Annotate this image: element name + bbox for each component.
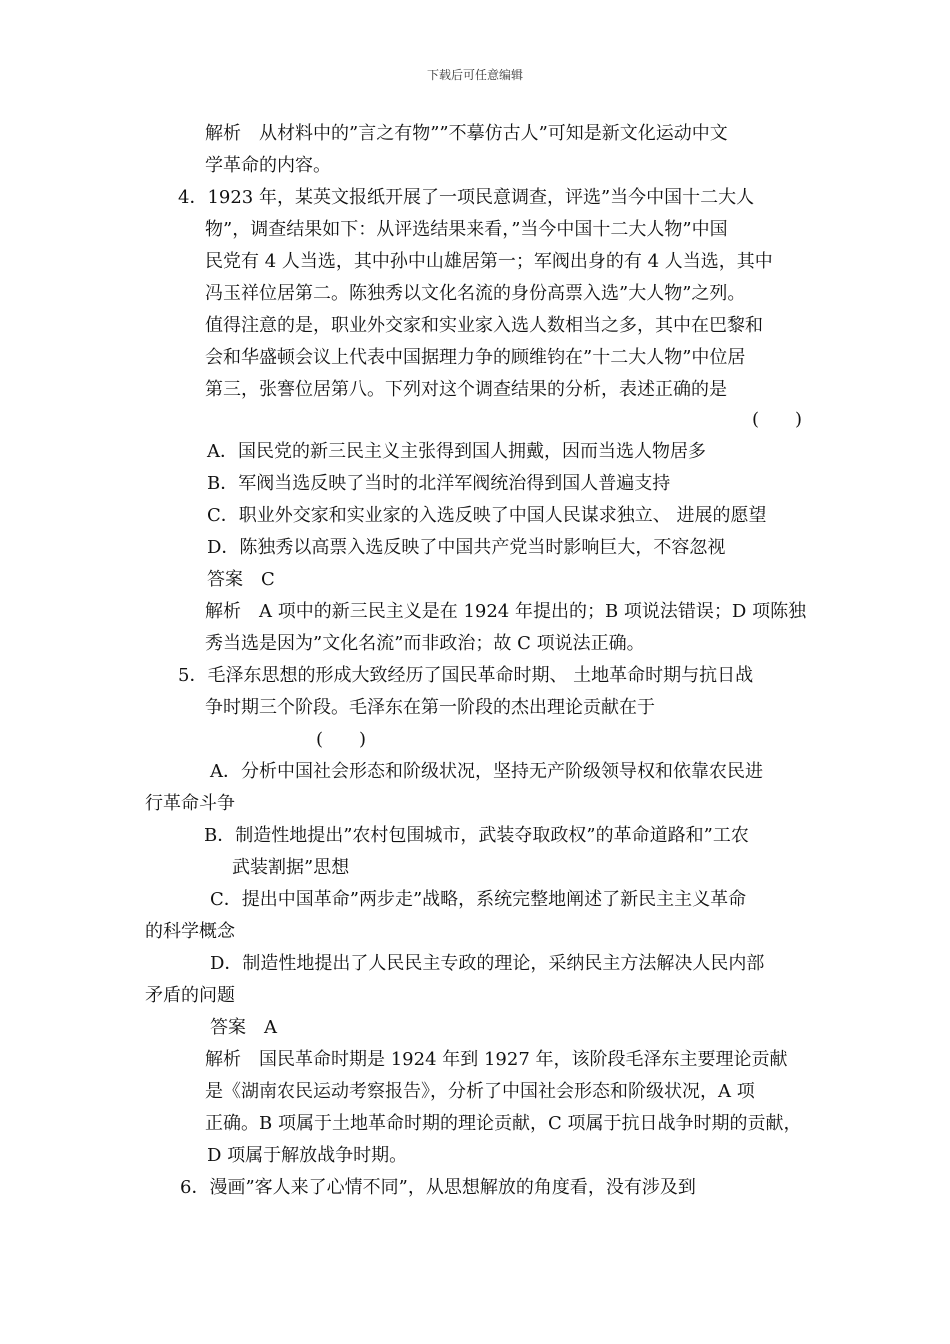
question-6-stem: 6．漫画”客人来了心情不同”，从思想解放的角度看，没有涉及到 [180, 1177, 696, 1198]
analysis-line: 是《湖南农民运动考察报告》，分析了中国社会形态和阶级状况，A 项 [205, 1081, 755, 1102]
question-4-stem: 值得注意的是，职业外交家和实业家入选人数相当之多，其中在巴黎和 [205, 315, 763, 336]
option-c: C．职业外交家和实业家的入选反映了中国人民谋求独立、 进展的愿望 [207, 505, 767, 526]
option-b-continued: 武装割据”思想 [232, 857, 350, 878]
question-4-stem: 第三，张謇位居第八。下列对这个调查结果的分析，表述正确的是 [205, 379, 727, 400]
option-c-continued: 的科学概念 [145, 921, 235, 942]
answer-blank: ( ) [316, 729, 367, 750]
question-4-stem: 冯玉祥位居第二。陈独秀以文化名流的身份高票入选”大人物”之列。 [205, 283, 746, 304]
option-d: D．制造性地提出了人民民主专政的理论，采纳民主方法解决人民内部 [210, 953, 765, 974]
option-b: B．制造性地提出”农村包围城市，武装夺取政权”的革命道路和”工农 [204, 825, 749, 846]
analysis-line: 正确。B 项属于土地革命时期的理论贡献，C 项属于抗日战争时期的贡献， [205, 1113, 802, 1134]
option-c: C．提出中国革命”两步走”战略，系统完整地阐述了新民主主义革命 [210, 889, 747, 910]
option-d: D．陈独秀以高票入选反映了中国共产党当时影响巨大，不容忽视 [207, 537, 726, 558]
answer-label: 答案 C [207, 569, 275, 590]
question-4-stem: 4．1923 年，某英文报纸开展了一项民意调查，评选”当今中国十二大人 [178, 187, 755, 208]
analysis-line: 解析 国民革命时期是 1924 年到 1927 年，该阶段毛泽东主要理论贡献 [205, 1049, 788, 1070]
analysis-line: 学革命的内容。 [205, 155, 331, 176]
question-4-stem: 会和华盛顿会议上代表中国据理力争的顾维钧在”十二大人物”中位居 [205, 347, 746, 368]
analysis-line: 解析 从材料中的”言之有物””不摹仿古人”可知是新文化运动中文 [205, 123, 728, 144]
option-a-continued: 行革命斗争 [145, 793, 235, 814]
question-5-stem: 争时期三个阶段。毛泽东在第一阶段的杰出理论贡献在于 [205, 697, 655, 718]
answer-label: 答案 A [210, 1017, 277, 1038]
option-b: B．军阀当选反映了当时的北洋军阀统治得到国人普遍支持 [207, 473, 671, 494]
question-5-stem: 5．毛泽东思想的形成大致经历了国民革命时期、 土地革命时期与抗日战 [178, 665, 754, 686]
option-a: A．分析中国社会形态和阶级状况，坚持无产阶级领导权和依靠农民进 [210, 761, 763, 782]
analysis-line: D 项属于解放战争时期。 [207, 1145, 408, 1166]
question-4-stem: 民党有 4 人当选，其中孙中山雄居第一；军阀出身的有 4 人当选，其中 [205, 251, 773, 272]
analysis-line: 秀当选是因为”文化名流”而非政治；故 C 项说法正确。 [205, 633, 645, 654]
question-4-stem: 物”，调查结果如下：从评选结果来看，”当今中国十二大人物”中国 [205, 219, 728, 240]
option-a: A．国民党的新三民主义主张得到国人拥戴，因而当选人物居多 [207, 441, 706, 462]
answer-blank: ( ) [752, 409, 803, 430]
option-d-continued: 矛盾的问题 [145, 985, 235, 1006]
analysis-line: 解析 A 项中的新三民主义是在 1924 年提出的；B 项说法错误；D 项陈独 [205, 601, 807, 622]
page-header: 下载后可任意编辑 [426, 68, 523, 82]
